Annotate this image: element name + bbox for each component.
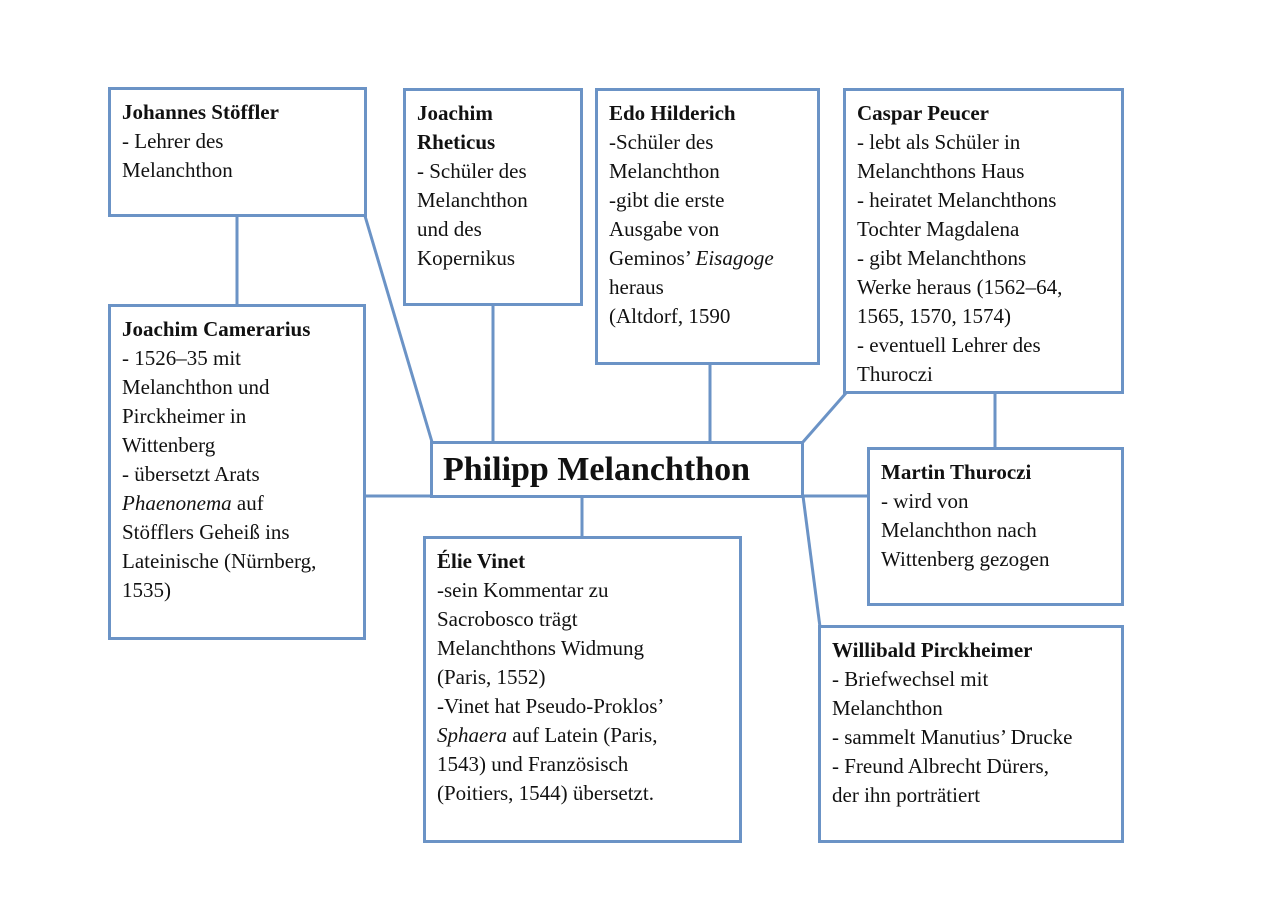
stoeffler-line: Melanchthon [122,158,233,182]
box-elie-vinet [423,536,742,843]
camerarius-line: - 1526–35 mit [122,346,241,370]
box-caspar-peucer [843,88,1124,394]
peucer-line: - eventuell Lehrer des [857,333,1041,357]
pirckheimer-line: - Freund Albrecht Dürers, [832,754,1049,778]
thuroczi-line: - wird von [881,489,969,513]
hilderich-line [609,244,807,273]
camerarius-line: 1535) [122,578,171,602]
hilderich-line: Ausgabe von [609,217,720,241]
hilderich-name: Edo Hilderich [609,101,736,125]
connector-peucer-center [803,393,846,442]
hilderich-line: (Altdorf, 1590 [609,304,731,328]
box-martin-thuroczi [867,447,1124,606]
box-joachim-camerarius [108,304,366,640]
vinet-line: Sacrobosco trägt [437,607,578,631]
vinet-line: (Paris, 1552) [437,665,546,689]
rheticus-line: und des [417,217,482,241]
thuroczi-line: Melanchthon nach [881,518,1037,542]
peucer-line: - heiratet Melanchthons [857,188,1057,212]
peucer-line: Thuroczi [857,362,933,386]
peucer-name: Caspar Peucer [857,101,989,125]
vinet-line: -sein Kommentar zu [437,578,609,602]
vinet-name: Élie Vinet [437,549,526,573]
camerarius-line: Wittenberg [122,433,216,457]
rheticus-line: - Schüler des [417,159,527,183]
camerarius-work-title: Phaenonema [122,491,232,515]
camerarius-line: Stöfflers Geheiß ins [122,520,290,544]
camerarius-name: Joachim Camerarius [122,317,311,341]
peucer-line: Tochter Magdalena [857,217,1020,241]
rheticus-line: Kopernikus [417,246,515,270]
rheticus-line: Melanchthon [417,188,528,212]
pirckheimer-name: Willibald Pirckheimer [832,638,1033,662]
rheticus-name: Rheticus [417,130,496,154]
hilderich-line: -gibt die erste [609,188,725,212]
peucer-line: - lebt als Schüler in [857,130,1021,154]
hilderich-line-text: Geminos’ [609,246,696,270]
box-edo-hilderich [595,88,820,365]
thuroczi-name: Martin Thuroczi [881,460,1032,484]
camerarius-line: - übersetzt Arats [122,462,260,486]
stoeffler-name: Johannes Stöffler [122,100,279,124]
peucer-line: Werke heraus (1562–64, [857,275,1063,299]
thuroczi-line: Wittenberg gezogen [881,547,1050,571]
connector-center-pirckheimer [803,496,820,627]
camerarius-line: Lateinische (Nürnberg, [122,549,317,573]
camerarius-line: Pirckheimer in [122,404,247,428]
vinet-line: 1543) und Französisch [437,752,629,776]
hilderich-line: heraus [609,275,664,299]
pirckheimer-line: - sammelt Manutius’ Drucke [832,725,1073,749]
vinet-line [437,721,729,750]
camerarius-line: Melanchthon und [122,375,270,399]
box-joachim-rheticus [403,88,583,306]
hilderich-line: -Schüler des [609,130,714,154]
hilderich-line: Melanchthon [609,159,720,183]
hilderich-work-title: Eisagoge [695,246,774,270]
vinet-line: -Vinet hat Pseudo-Proklos’ [437,694,665,718]
box-johannes-stoeffler [108,87,367,217]
vinet-work-title: Sphaera [437,723,507,747]
vinet-line-text: auf Latein (Paris, [507,723,658,747]
box-willibald-pirckheimer [818,625,1124,843]
peucer-line: 1565, 1570, 1574) [857,304,1011,328]
camerarius-line-text: auf [231,491,264,515]
peucer-line: Melanchthons Haus [857,159,1025,183]
vinet-line: Melanchthons Widmung [437,636,644,660]
pirckheimer-line: Melanchthon [832,696,943,720]
peucer-line: - gibt Melanchthons [857,246,1027,270]
rheticus-name: Joachim [417,101,493,125]
stoeffler-line: - Lehrer des [122,129,224,153]
camerarius-line [122,489,353,518]
vinet-line: (Poitiers, 1544) übersetzt. [437,781,654,805]
center-node-philipp-melanchthon: Philipp Melanchthon [430,441,804,498]
pirckheimer-line: der ihn porträtiert [832,783,981,807]
pirckheimer-line: - Briefwechsel mit [832,667,989,691]
